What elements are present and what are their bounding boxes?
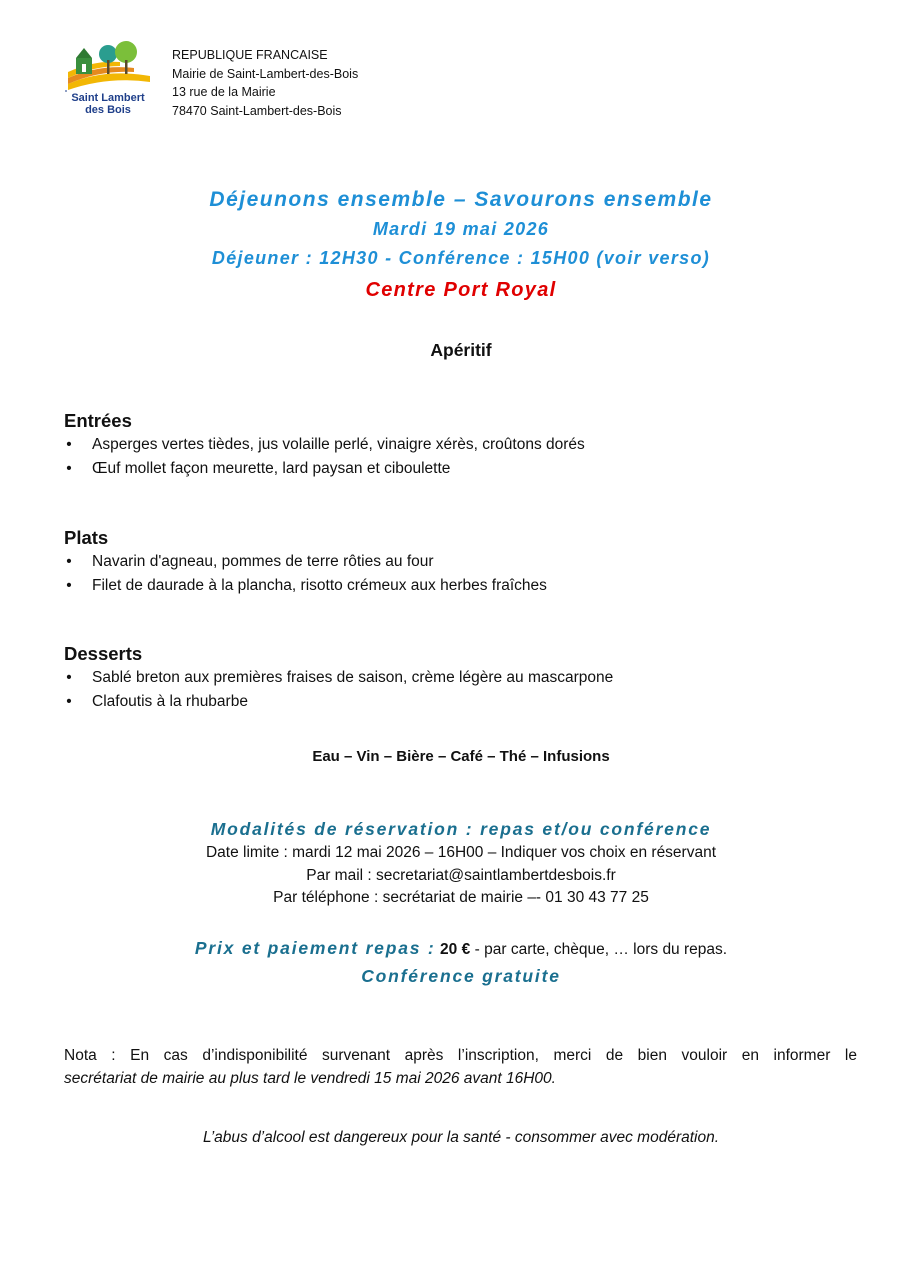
- event-titles: [0, 185, 900, 307]
- reservation-phone: Par téléphone : secrétariat de mairie –- 01 30 43 77 25: [273, 889, 649, 906]
- municipality-logo: [64, 40, 152, 120]
- address-line-country: REPUBLIQUE FRANCAISE: [172, 48, 328, 62]
- price-block: [0, 934, 900, 988]
- event-schedule: Déjeuner : 12H30 - Conférence : 15H00 (voir verso): [211, 248, 711, 268]
- alcohol-warning: L’abus d’alcool est dangereux pour la santé - consommer avec modération.: [202, 1129, 720, 1146]
- section-title: Plats: [64, 527, 109, 548]
- logo-line-2: des Bois: [85, 104, 131, 116]
- conference-free: Conférence gratuite: [361, 966, 561, 986]
- bullet: •: [66, 576, 72, 594]
- section-title: Entrées: [64, 410, 132, 431]
- price-amount: 20 €: [440, 941, 471, 958]
- bullet: •: [66, 692, 72, 710]
- reservation-mail: Par mail : secretariat@saintlambertdesbois.fr: [306, 866, 616, 884]
- list-item-text: Filet de daurade à la plancha, risotto crémeux aux herbes fraîches: [92, 576, 547, 594]
- bullet: •: [66, 669, 72, 686]
- list-item-text: Clafoutis à la rhubarbe: [92, 692, 248, 710]
- address-block: [172, 46, 358, 120]
- list-item-text: Sablé breton aux premières fraises de saison, crème légère au mascarpone: [92, 669, 614, 686]
- list-item-text: Navarin d'agneau, pommes de terre rôties au four: [92, 553, 434, 570]
- reservation-title: Modalités de réservation : repas et/ou conférence: [210, 819, 712, 839]
- logo-line-1: Saint Lambert: [71, 92, 145, 104]
- aperitif-heading: Apéritif: [430, 340, 492, 360]
- list-item: [64, 574, 864, 598]
- reservation-deadline: Date limite : mardi 12 mai 2026 – 16H00 – Indiquer vos choix en réservant: [205, 844, 717, 861]
- logo-emblem: [64, 40, 152, 92]
- list-item: [64, 457, 864, 481]
- list-item-text: Asperges vertes tièdes, jus volaille perlé, vinaigre xérès, croûtons dorés: [92, 436, 585, 453]
- price-line: [0, 934, 900, 964]
- event-date: Mardi 19 mai 2026: [372, 219, 550, 239]
- event-venue: Centre Port Royal: [365, 279, 557, 301]
- nota-line-2: secrétariat de mairie au plus tard le vendredi 15 mai 2026 avant 16H00.: [64, 1070, 556, 1087]
- menu-section-plats: [64, 526, 864, 597]
- list-item: [64, 690, 864, 714]
- event-title: Déjeunons ensemble – Savourons ensemble: [209, 188, 713, 211]
- nota-line-1: Nota : En cas d’indisponibilité survenant après l’inscription, merci de bien vouloir en informer le: [64, 1047, 857, 1064]
- list-item: [64, 550, 864, 574]
- list-item: [64, 433, 864, 457]
- nota-paragraph: [64, 1044, 857, 1090]
- address-line-street: 13 rue de la Mairie: [172, 85, 276, 99]
- logo-text: [64, 92, 152, 116]
- drinks-line: Eau – Vin – Bière – Café – Thé – Infusions: [312, 748, 610, 765]
- price-title: Prix et paiement repas :: [194, 938, 436, 958]
- bullet: •: [66, 436, 72, 453]
- price-details: - par carte, chèque, … lors du repas.: [474, 941, 728, 958]
- menu-list: [64, 666, 864, 713]
- reservation-block: [0, 817, 900, 910]
- list-item-text: Œuf mollet façon meurette, lard paysan et ciboulette: [92, 459, 451, 477]
- address-line-mairie: Mairie de Saint-Lambert-des-Bois: [172, 66, 359, 81]
- address-line-city: 78470 Saint-Lambert-des-Bois: [172, 103, 342, 118]
- section-title: Desserts: [64, 643, 143, 664]
- menu-section-entrees: [64, 409, 864, 480]
- menu-section-desserts: [64, 642, 864, 713]
- list-item: [64, 666, 864, 690]
- bullet: •: [66, 459, 72, 477]
- bullet: •: [66, 553, 72, 570]
- menu-list: [64, 550, 864, 597]
- menu-list: [64, 433, 864, 480]
